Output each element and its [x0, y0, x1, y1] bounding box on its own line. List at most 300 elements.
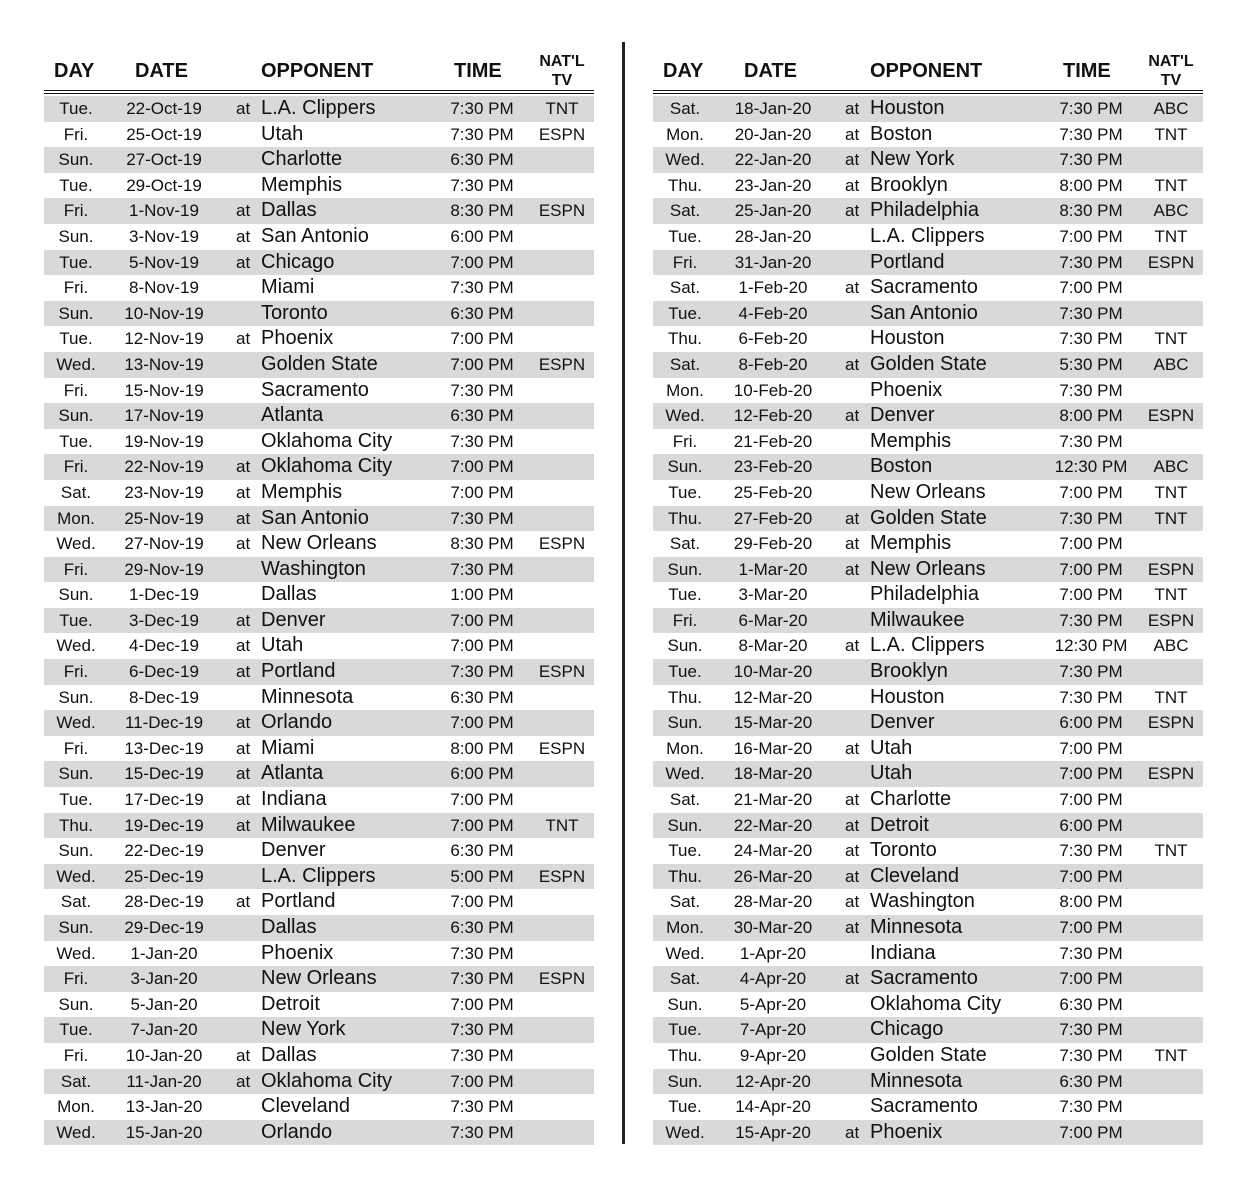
game-date: 10-Jan-20 [125, 1045, 203, 1065]
game-opponent: Oklahoma City [261, 1069, 393, 1092]
game-date: 1-Feb-20 [738, 278, 808, 298]
header-tv-line2: TV [1160, 72, 1182, 89]
game-national-tv: TNT [545, 99, 579, 118]
game-opponent: Golden State [870, 1043, 987, 1066]
game-day: Fri. [672, 610, 698, 630]
game-date: 26-Mar-20 [733, 866, 813, 886]
game-day: Sun. [58, 226, 94, 246]
game-time: 7:00 PM [1059, 226, 1123, 246]
game-time: 8:30 PM [1059, 201, 1123, 221]
away-marker: at [845, 969, 860, 989]
game-date: 25-Feb-20 [733, 482, 813, 502]
game-day: Mon. [666, 738, 704, 758]
game-day: Sun. [667, 994, 703, 1014]
table-row [653, 506, 1203, 532]
game-time: 7:30 PM [450, 559, 514, 579]
game-time: 8:00 PM [1059, 892, 1123, 912]
game-time: 7:30 PM [1059, 252, 1123, 272]
game-day: Sun. [667, 815, 703, 835]
game-opponent: L.A. Clippers [261, 864, 376, 887]
game-opponent: Atlanta [261, 404, 324, 427]
away-marker: at [845, 790, 860, 810]
game-opponent: Chicago [870, 1018, 944, 1041]
game-date: 23-Feb-20 [733, 457, 813, 477]
game-date: 16-Mar-20 [733, 738, 813, 758]
game-date: 1-Dec-19 [129, 585, 199, 605]
table-row [44, 96, 594, 122]
game-national-tv: ESPN [538, 354, 586, 374]
game-date: 24-Mar-20 [733, 841, 813, 861]
game-day: Tue. [59, 252, 93, 272]
game-opponent: Memphis [261, 480, 343, 503]
game-day: Sun. [58, 994, 94, 1014]
game-date: 29-Nov-19 [124, 559, 204, 579]
game-day: Wed. [56, 636, 96, 656]
game-time: 7:00 PM [1059, 738, 1123, 758]
game-opponent: Memphis [870, 532, 952, 555]
game-national-tv: TNT [1154, 585, 1188, 605]
game-time: 7:30 PM [1059, 687, 1123, 707]
game-time: 12:30 PM [1054, 636, 1128, 656]
game-date: 22-Jan-20 [734, 150, 812, 170]
table-row [653, 378, 1203, 404]
table-row [44, 531, 594, 557]
game-day: Tue. [668, 585, 702, 605]
game-date: 6-Feb-20 [738, 329, 808, 349]
game-time: 7:30 PM [1059, 1020, 1123, 1040]
game-date: 31-Jan-20 [734, 252, 812, 272]
game-time: 6:30 PM [450, 303, 514, 323]
game-day: Fri. [63, 201, 89, 221]
game-national-tv: ABC [1153, 636, 1189, 656]
game-opponent: New York [870, 148, 955, 171]
game-opponent: Sacramento [261, 378, 369, 401]
game-opponent: Denver [261, 608, 326, 631]
away-marker: at [845, 508, 860, 528]
game-national-tv: TNT [545, 815, 579, 835]
table-row [44, 1069, 594, 1095]
game-day: Sun. [667, 713, 703, 733]
table-row [44, 301, 594, 327]
table-row [44, 352, 594, 378]
game-day: Fri. [63, 457, 89, 477]
game-date: 5-Jan-20 [130, 994, 198, 1014]
table-row [44, 685, 594, 711]
table-row [44, 224, 594, 250]
table-row [653, 480, 1203, 506]
table-row [44, 506, 594, 532]
game-opponent: Memphis [870, 429, 952, 452]
game-day: Sun. [58, 150, 94, 170]
game-date: 15-Nov-19 [124, 380, 204, 400]
game-opponent: Oklahoma City [870, 992, 1002, 1015]
table-row [44, 941, 594, 967]
game-opponent: San Antonio [870, 301, 978, 324]
game-time: 7:00 PM [450, 252, 514, 272]
game-time: 7:30 PM [450, 1045, 514, 1065]
game-day: Thu. [667, 508, 703, 528]
game-date: 27-Feb-20 [733, 508, 813, 528]
game-opponent: Washington [261, 557, 366, 580]
game-opponent: Philadelphia [870, 199, 979, 222]
game-date: 11-Dec-19 [124, 713, 204, 733]
game-day: Tue. [668, 841, 702, 861]
game-day: Sat. [669, 278, 701, 298]
away-marker: at [236, 713, 251, 733]
table-row [653, 250, 1203, 276]
game-date: 3-Jan-20 [130, 969, 198, 989]
game-day: Sat. [669, 969, 701, 989]
game-time: 6:30 PM [450, 841, 514, 861]
schedule-rows [653, 96, 1203, 1145]
game-date: 18-Mar-20 [733, 764, 813, 784]
game-day: Sat. [669, 201, 701, 221]
game-day: Sat. [60, 1071, 92, 1091]
game-day: Sun. [58, 585, 94, 605]
table-row [44, 608, 594, 634]
game-time: 1:00 PM [450, 585, 514, 605]
game-opponent: Sacramento [870, 1095, 978, 1118]
game-date: 13-Nov-19 [124, 354, 204, 374]
game-opponent: Cleveland [870, 864, 959, 887]
game-time: 6:30 PM [450, 150, 514, 170]
game-time: 6:00 PM [1059, 815, 1123, 835]
game-day: Sat. [669, 892, 701, 912]
game-time: 7:30 PM [450, 380, 514, 400]
game-opponent: Golden State [870, 352, 987, 375]
game-date: 30-Mar-20 [733, 918, 813, 937]
table-row [44, 378, 594, 404]
game-opponent: Milwaukee [261, 813, 356, 836]
game-day: Sat. [669, 790, 701, 810]
game-date: 10-Mar-20 [733, 662, 813, 682]
game-date: 12-Mar-20 [733, 687, 813, 707]
game-day: Fri. [63, 662, 89, 682]
table-row [44, 915, 594, 941]
game-time: 7:00 PM [450, 815, 514, 835]
table-row [44, 582, 594, 608]
game-opponent: Portland [870, 250, 945, 273]
game-date: 8-Dec-19 [129, 687, 199, 707]
game-day: Fri. [63, 1045, 89, 1065]
game-date: 5-Apr-20 [739, 994, 807, 1014]
away-marker: at [236, 764, 251, 784]
table-row [653, 889, 1203, 915]
game-time: 6:30 PM [450, 918, 514, 937]
away-marker: at [845, 892, 860, 912]
game-time: 8:30 PM [450, 534, 514, 554]
game-time: 7:30 PM [1059, 841, 1123, 861]
game-day: Tue. [668, 303, 702, 323]
game-date: 10-Feb-20 [733, 380, 813, 400]
game-opponent: Detroit [261, 992, 320, 1015]
game-day: Wed. [56, 534, 96, 554]
away-marker: at [845, 201, 860, 221]
game-national-tv: ESPN [538, 866, 586, 886]
table-row [653, 1094, 1203, 1120]
game-date: 20-Jan-20 [734, 124, 812, 144]
game-opponent: Detroit [870, 813, 929, 836]
game-opponent: Denver [261, 839, 326, 862]
game-time: 7:30 PM [450, 1020, 514, 1040]
table-row [653, 966, 1203, 992]
game-date: 22-Nov-19 [124, 457, 204, 477]
away-marker: at [845, 918, 860, 937]
game-time: 7:00 PM [450, 457, 514, 477]
game-national-tv: ABC [1153, 457, 1189, 477]
game-national-tv: TNT [1154, 687, 1188, 707]
game-day: Sat. [60, 892, 92, 912]
game-day: Wed. [665, 764, 705, 784]
game-day: Sun. [58, 918, 94, 937]
table-row [653, 915, 1203, 941]
game-date: 25-Oct-19 [126, 124, 202, 144]
away-marker: at [236, 226, 251, 246]
game-time: 6:30 PM [1059, 1071, 1123, 1091]
table-row [653, 122, 1203, 148]
game-opponent: Chicago [261, 250, 335, 273]
table-row [44, 480, 594, 506]
game-national-tv: TNT [1154, 175, 1188, 195]
game-time: 7:30 PM [1059, 508, 1123, 528]
table-row [44, 813, 594, 839]
game-time: 7:00 PM [1059, 482, 1123, 502]
game-opponent: Orlando [261, 711, 333, 734]
game-time: 7:30 PM [450, 969, 514, 989]
game-date: 25-Jan-20 [734, 201, 812, 221]
game-time: 7:30 PM [450, 278, 514, 298]
game-opponent: Golden State [870, 506, 987, 529]
table-row [44, 198, 594, 224]
game-day: Mon. [666, 918, 704, 937]
game-date: 4-Apr-20 [739, 969, 807, 989]
game-opponent: Charlotte [870, 788, 952, 811]
game-time: 7:30 PM [1059, 150, 1123, 170]
game-date: 15-Jan-20 [125, 1122, 203, 1142]
table-row [653, 96, 1203, 122]
game-date: 9-Apr-20 [739, 1045, 807, 1065]
game-opponent: New Orleans [261, 532, 377, 555]
game-date: 25-Nov-19 [124, 508, 204, 528]
game-date: 12-Feb-20 [733, 406, 813, 426]
game-time: 7:00 PM [1059, 1122, 1123, 1142]
game-time: 7:30 PM [450, 943, 514, 963]
away-marker: at [236, 508, 251, 528]
game-time: 7:30 PM [450, 175, 514, 195]
table-row [653, 787, 1203, 813]
table-row [653, 198, 1203, 224]
away-marker: at [236, 252, 251, 272]
table-row [653, 582, 1203, 608]
game-date: 23-Jan-20 [734, 175, 812, 195]
away-marker: at [845, 534, 860, 554]
game-date: 6-Mar-20 [738, 610, 808, 630]
game-day: Fri. [63, 738, 89, 758]
game-day: Mon. [57, 1097, 95, 1117]
schedule-table-right [653, 40, 1203, 1145]
table-row [653, 659, 1203, 685]
game-opponent: Portland [261, 890, 336, 913]
table-row [653, 633, 1203, 659]
game-opponent: Charlotte [261, 148, 343, 171]
away-marker: at [236, 1045, 251, 1065]
game-opponent: L.A. Clippers [870, 634, 985, 657]
game-national-tv: TNT [1154, 1045, 1188, 1065]
game-opponent: Houston [870, 685, 945, 708]
game-day: Tue. [668, 1097, 702, 1117]
game-opponent: New York [261, 1018, 346, 1041]
game-date: 21-Feb-20 [733, 431, 813, 451]
game-date: 13-Jan-20 [125, 1097, 203, 1117]
table-row [653, 429, 1203, 455]
game-national-tv: ESPN [1147, 764, 1195, 784]
game-opponent: Atlanta [261, 762, 324, 785]
game-date: 15-Apr-20 [735, 1122, 811, 1142]
game-day: Thu. [667, 329, 703, 349]
game-opponent: Houston [870, 97, 945, 119]
game-time: 7:00 PM [450, 354, 514, 374]
game-opponent: Orlando [261, 1120, 333, 1143]
table-row [653, 326, 1203, 352]
game-opponent: Dallas [261, 583, 317, 606]
game-day: Sun. [58, 841, 94, 861]
table-row [653, 1043, 1203, 1069]
game-time: 7:00 PM [450, 329, 514, 349]
game-time: 12:30 PM [1054, 457, 1128, 477]
table-row [44, 966, 594, 992]
away-marker: at [236, 790, 251, 810]
game-time: 7:30 PM [1059, 99, 1123, 118]
away-marker: at [236, 662, 251, 682]
game-opponent: Houston [870, 327, 945, 350]
away-marker: at [845, 559, 860, 579]
game-day: Fri. [63, 380, 89, 400]
game-time: 7:00 PM [450, 610, 514, 630]
game-time: 7:30 PM [1059, 1045, 1123, 1065]
game-national-tv: TNT [1154, 226, 1188, 246]
game-opponent: Brooklyn [870, 173, 948, 196]
table-row [44, 454, 594, 480]
game-time: 7:00 PM [1059, 866, 1123, 886]
table-row [44, 147, 594, 173]
game-time: 5:30 PM [1059, 354, 1123, 374]
game-date: 23-Nov-19 [124, 482, 204, 502]
game-time: 7:30 PM [1059, 662, 1123, 682]
game-opponent: Miami [261, 276, 315, 299]
game-day: Tue. [668, 662, 702, 682]
table-row [653, 813, 1203, 839]
game-day: Wed. [56, 1122, 96, 1142]
game-day: Wed. [56, 943, 96, 963]
game-national-tv: ESPN [1147, 610, 1195, 630]
away-marker: at [845, 150, 860, 170]
away-marker: at [845, 354, 860, 374]
game-opponent: Brooklyn [870, 660, 948, 683]
game-day: Tue. [59, 610, 93, 630]
game-time: 8:00 PM [450, 738, 514, 758]
game-time: 7:00 PM [450, 713, 514, 733]
game-opponent: Denver [870, 404, 935, 427]
game-date: 19-Dec-19 [124, 815, 204, 835]
game-opponent: Phoenix [261, 327, 334, 350]
header-day: DAY [663, 60, 704, 82]
column-divider [622, 42, 625, 1144]
game-day: Mon. [666, 380, 704, 400]
game-time: 7:00 PM [450, 1071, 514, 1091]
game-date: 8-Mar-20 [738, 636, 808, 656]
game-opponent: New Orleans [261, 967, 377, 990]
table-row [44, 633, 594, 659]
header-date: DATE [744, 60, 797, 82]
game-national-tv: ESPN [538, 662, 586, 682]
table-row [653, 531, 1203, 557]
game-opponent: Memphis [261, 173, 343, 196]
game-time: 6:30 PM [450, 406, 514, 426]
game-national-tv: TNT [1154, 841, 1188, 861]
away-marker: at [845, 406, 860, 426]
game-day: Sat. [669, 99, 701, 118]
game-day: Wed. [665, 943, 705, 963]
game-time: 7:30 PM [450, 662, 514, 682]
game-opponent: Boston [870, 455, 933, 478]
header-national-tv [1141, 52, 1201, 90]
table-row [653, 941, 1203, 967]
game-time: 7:00 PM [1059, 585, 1123, 605]
game-date: 10-Nov-19 [124, 303, 204, 323]
away-marker: at [845, 636, 860, 656]
game-time: 7:30 PM [450, 99, 514, 118]
table-row [44, 761, 594, 787]
game-national-tv: TNT [1154, 508, 1188, 528]
game-opponent: Golden State [261, 352, 378, 375]
table-row [653, 301, 1203, 327]
game-date: 22-Mar-20 [733, 815, 813, 835]
away-marker: at [236, 610, 251, 630]
away-marker: at [236, 636, 251, 656]
game-national-tv: TNT [1154, 482, 1188, 502]
table-row [44, 736, 594, 762]
away-marker: at [236, 534, 251, 554]
game-national-tv: ABC [1153, 201, 1189, 221]
game-date: 22-Dec-19 [124, 841, 204, 861]
away-marker: at [236, 815, 251, 835]
table-row [653, 685, 1203, 711]
game-national-tv: ESPN [538, 201, 586, 221]
game-day: Thu. [58, 815, 94, 835]
away-marker: at [236, 457, 251, 477]
game-date: 3-Dec-19 [129, 610, 199, 630]
game-opponent: Phoenix [870, 1120, 943, 1143]
away-marker: at [236, 892, 251, 912]
game-day: Wed. [665, 150, 705, 170]
game-opponent: Indiana [870, 941, 936, 964]
game-time: 7:00 PM [450, 892, 514, 912]
header-time: TIME [1063, 60, 1111, 82]
game-date: 1-Apr-20 [739, 943, 807, 963]
game-date: 15-Mar-20 [733, 713, 813, 733]
game-opponent: Philadelphia [870, 583, 979, 606]
game-date: 8-Feb-20 [738, 354, 808, 374]
game-opponent: Minnesota [870, 1069, 963, 1092]
game-opponent: New Orleans [870, 480, 986, 503]
header-tv-line1: NAT'L [539, 53, 585, 70]
table-row [653, 557, 1203, 583]
game-day: Fri. [672, 431, 698, 451]
away-marker: at [236, 99, 251, 118]
table-row [44, 275, 594, 301]
game-day: Sat. [669, 354, 701, 374]
game-date: 29-Dec-19 [124, 918, 204, 937]
